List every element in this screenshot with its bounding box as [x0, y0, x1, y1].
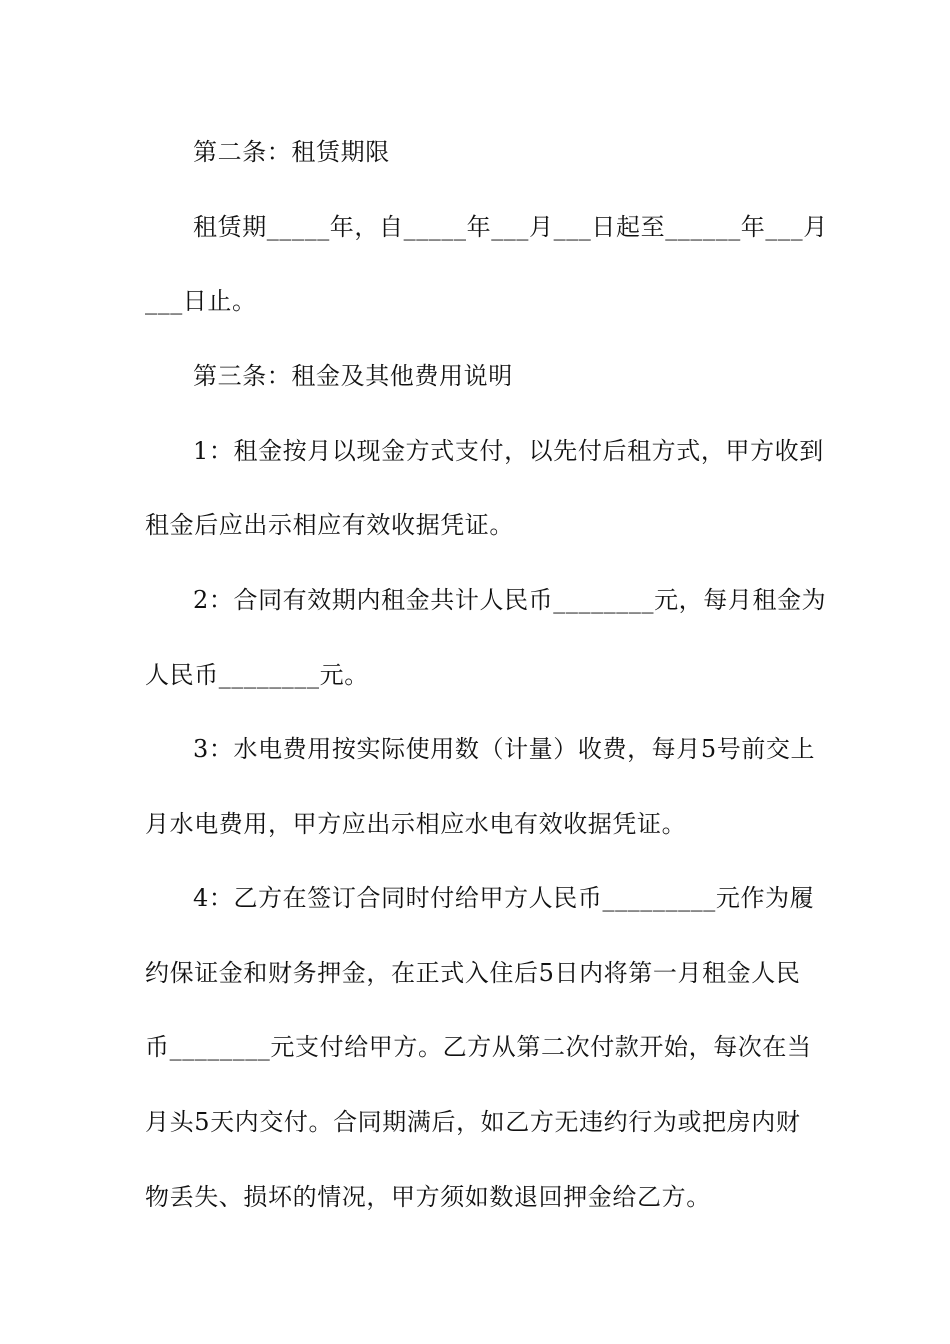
- clause-2-text-continued: 人民币________元。: [145, 661, 369, 689]
- clause-4-text-line-4: 月头5天内交付。合同期满后，如乙方无违约行为或把房内财: [145, 1108, 801, 1136]
- clause-3-text: 3：水电费用按实际使用数（计量）收费，每月5号前交上: [193, 735, 816, 763]
- lease-term-text: 租赁期_____年，自_____年___月___日起至______年___月: [193, 213, 828, 241]
- clause-2-text: 2：合同有效期内租金共计人民币________元，每月租金为: [193, 586, 827, 614]
- clause-1-text-continued: 租金后应出示相应有效收据凭证。: [145, 511, 514, 539]
- article-2-heading: 第二条：租赁期限: [193, 138, 390, 166]
- article-3-heading: 第三条：租金及其他费用说明: [193, 362, 513, 390]
- lease-term-text-continued: ___日止。: [145, 287, 257, 315]
- clause-4-text-line-2: 约保证金和财务押金，在正式入住后5日内将第一月租金人民: [145, 959, 801, 987]
- clause-3-text-continued: 月水电费用，甲方应出示相应水电有效收据凭证。: [145, 810, 687, 838]
- clause-4-text: 4：乙方在签订合同时付给甲方人民币_________元作为履: [193, 884, 815, 912]
- clause-4-text-line-3: 币________元支付给甲方。乙方从第二次付款开始，每次在当: [145, 1033, 812, 1061]
- clause-1-text: 1：租金按月以现金方式支付，以先付后租方式，甲方收到: [193, 437, 824, 465]
- clause-4-text-line-5: 物丢失、损坏的情况，甲方须如数退回押金给乙方。: [145, 1183, 711, 1211]
